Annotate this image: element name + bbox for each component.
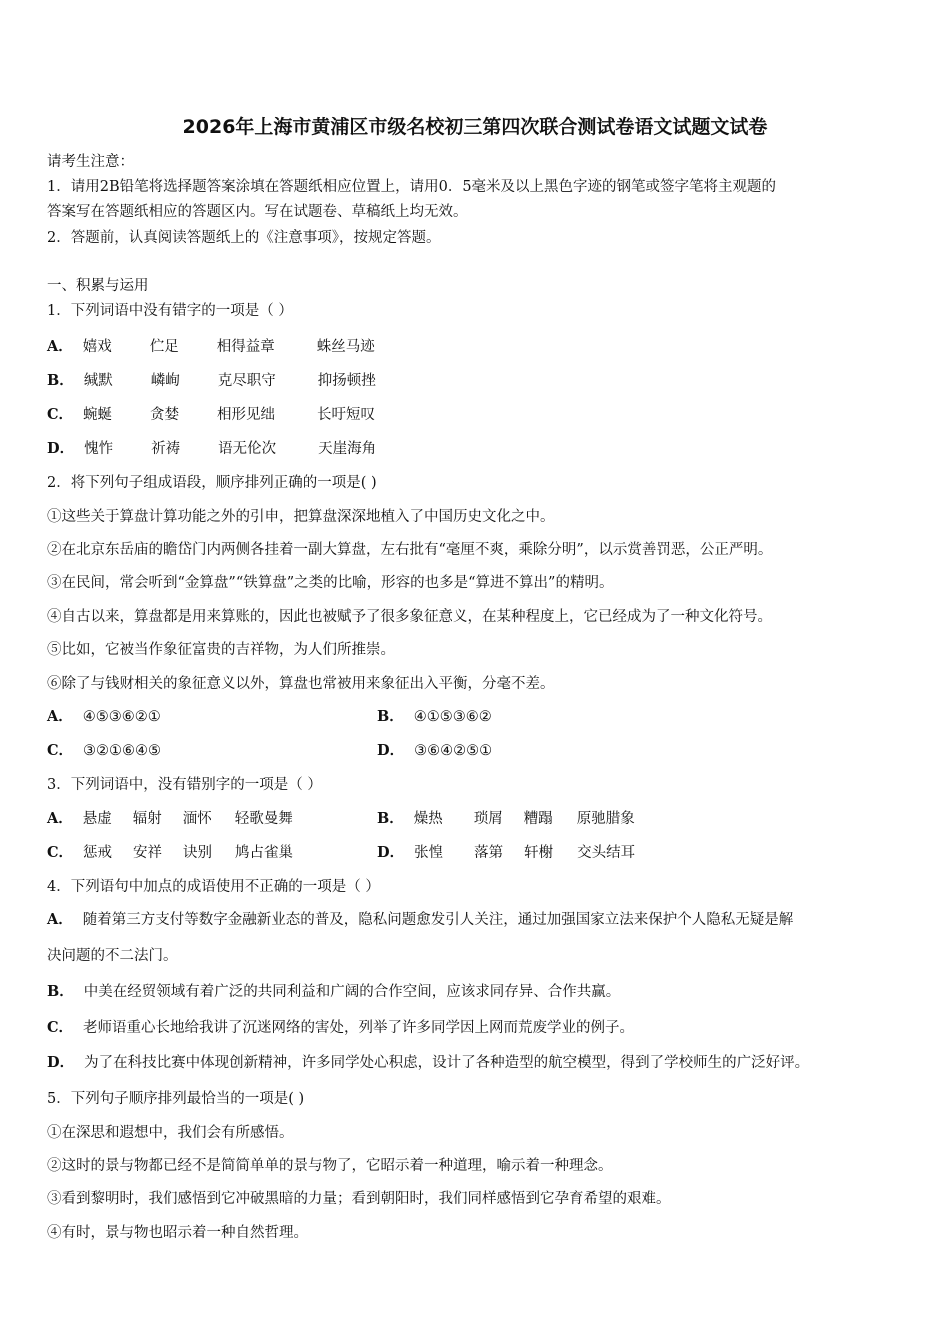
page-title: 2026年上海市黄浦区市级名校初三第四次联合测试卷语文试题文试卷 <box>182 116 768 138</box>
question-2-sentence: ③在民间，常会听到“金算盘”“铁算盘”之类的比喻，形容的也多是“算进不算出”的精明。 <box>47 575 614 591</box>
question-4-option-d <box>47 1053 809 1073</box>
question-4-stem: 4．下列语句中加点的成语使用不正确的一项是（ ） <box>47 879 380 895</box>
question-1-option-c <box>47 405 375 425</box>
option-text: 为了在科技比赛中体现创新精神，许多同学处心积虑，设计了各种造型的航空模型，得到了学校师生的广泛好评。 <box>84 1055 810 1071</box>
word: 蛛丝马迹 <box>316 339 375 355</box>
question-2-option-c <box>47 741 377 761</box>
option-label: B． <box>377 810 404 827</box>
question-3-option-d <box>377 845 635 861</box>
word: 湎怀 <box>182 811 212 827</box>
option-text: 老师语重心长地给我讲了沉迷网络的害处，列举了许多同学因上网而荒废学业的例子。 <box>83 1020 635 1036</box>
word: 相形见绌 <box>217 407 276 423</box>
word: 落第 <box>474 845 504 861</box>
option-label: D． <box>47 1054 75 1071</box>
question-2-option-d <box>377 743 492 759</box>
question-4-option-b <box>47 982 620 1002</box>
word: 惩戒 <box>83 845 113 861</box>
word: 轩榭 <box>524 845 554 861</box>
word: 祈祷 <box>151 441 181 457</box>
word: 天崖海角 <box>318 441 377 457</box>
word: 相得益章 <box>216 339 275 355</box>
word: 交头结耳 <box>577 845 636 861</box>
question-5-sentence: ②这时的景与物都已经不是简简单单的景与物了，它昭示着一种道理，喻示着一种理念。 <box>47 1158 613 1174</box>
question-2-sentence: ④自古以来，算盘都是用来算账的，因此也被赋予了很多象征意义，在某种程度上，它已经成为了一种文化符号。 <box>47 609 772 625</box>
word: 鸠占雀巢 <box>235 845 294 861</box>
option-text: ④①⑤③⑥② <box>413 709 492 725</box>
option-label: D． <box>377 844 405 861</box>
option-label: B． <box>47 983 74 1000</box>
notice-line-3: 2．答题前，认真阅读答题纸上的《注意事项》，按规定答题。 <box>47 230 441 246</box>
option-label: A． <box>47 338 73 355</box>
question-5-sentence: ④有时，景与物也昭示着一种自然哲理。 <box>47 1225 308 1241</box>
option-label: C． <box>47 1019 74 1036</box>
option-text: ③⑥④②⑤① <box>414 743 493 759</box>
word: 伫足 <box>149 339 179 355</box>
question-5-sentence: ①在深思和遐想中，我们会有所感悟。 <box>47 1125 294 1141</box>
option-text: ④⑤③⑥②① <box>82 709 161 725</box>
question-2-sentence: ⑥除了与钱财相关的象征意义以外，算盘也常被用来象征出入平衡，分毫不差。 <box>47 676 555 692</box>
option-label: B． <box>377 708 404 725</box>
word: 悬虚 <box>82 811 112 827</box>
question-3-option-c <box>47 843 377 863</box>
question-2-sentence: ⑤比如，它被当作象征富贵的吉祥物，为人们所推崇。 <box>47 642 395 658</box>
option-label: A． <box>47 911 73 928</box>
question-3-options-row-2 <box>47 843 635 863</box>
question-2-stem: 2．将下列句子组成语段，顺序排列正确的一项是( ) <box>47 475 377 491</box>
word: 嬉戏 <box>82 339 112 355</box>
question-4-option-c <box>47 1018 634 1038</box>
option-label: D． <box>377 742 405 759</box>
option-label: A． <box>47 810 73 827</box>
question-1-stem: 1．下列词语中没有错字的一项是（ ） <box>47 303 293 319</box>
question-1-option-b <box>47 371 376 391</box>
word: 嶙峋 <box>150 373 180 389</box>
option-label: C． <box>47 406 74 423</box>
option-label: B． <box>47 372 74 389</box>
question-2-option-b <box>377 709 492 725</box>
notice-heading: 请考生注意： <box>47 154 134 170</box>
word: 语无伦次 <box>218 441 277 457</box>
question-5-stem: 5．下列句子顺序排列最恰当的一项是( ) <box>47 1091 305 1107</box>
word: 缄默 <box>83 373 113 389</box>
word: 长吁短叹 <box>317 407 376 423</box>
option-label: C． <box>47 844 74 861</box>
option-text: 随着第三方支付等数字金融新业态的普及，隐私问题愈发引人关注，通过加强国家立法来保护个人隐私无疑是解 <box>82 912 794 928</box>
question-1-option-a <box>47 337 375 357</box>
question-3-option-b <box>377 811 635 827</box>
section-heading: 一、积累与运用 <box>47 278 149 294</box>
question-2-options-row-1 <box>47 707 492 727</box>
word: 琐屑 <box>473 811 503 827</box>
question-4-option-a <box>47 910 793 930</box>
notice-line-2: 答案写在答题纸相应的答题区内。写在试题卷、草稿纸上均无效。 <box>47 204 468 220</box>
word: 蜿蜒 <box>83 407 113 423</box>
question-3-option-a <box>47 809 377 829</box>
word: 燥热 <box>413 811 443 827</box>
word: 轻歌曼舞 <box>234 811 293 827</box>
option-text: ③②①⑥④⑤ <box>83 743 162 759</box>
question-2-options-row-2 <box>47 741 492 761</box>
word: 辐射 <box>132 811 162 827</box>
question-2-sentence: ②在北京东岳庙的瞻岱门内两侧各挂着一副大算盘，左右批有“毫厘不爽，乘除分明”，以示赏善罚恶，公正严明。 <box>47 542 773 558</box>
word: 贪婪 <box>150 407 180 423</box>
notice-line-1: 1．请用2B铅笔将选择题答案涂填在答题纸相应位置上，请用0．5毫米及以上黑色字迹的钢笔或签字笔将主观题的 <box>47 179 777 195</box>
option-label: D． <box>47 440 75 457</box>
option-label: C． <box>47 742 74 759</box>
word: 原驰腊象 <box>576 811 635 827</box>
question-3-options-row-1 <box>47 809 635 829</box>
word: 抑扬顿挫 <box>317 373 376 389</box>
word: 愧怍 <box>84 441 114 457</box>
question-1-option-d <box>47 439 376 459</box>
word: 诀别 <box>183 845 213 861</box>
word: 张惶 <box>414 845 444 861</box>
option-label: A． <box>47 708 73 725</box>
question-2-sentence: ①这些关于算盘计算功能之外的引申，把算盘深深地植入了中国历史文化之中。 <box>47 509 555 525</box>
question-3-stem: 3．下列词语中，没有错别字的一项是（ ） <box>47 777 322 793</box>
word: 安祥 <box>133 845 163 861</box>
word: 克尽职守 <box>217 373 276 389</box>
question-5-sentence: ③看到黎明时，我们感悟到它冲破黑暗的力量；看到朝阳时，我们同样感悟到它孕育希望的艰难。 <box>47 1191 671 1207</box>
question-4-option-a-continued: 决问题的不二法门。 <box>47 948 178 964</box>
word: 糟蹋 <box>523 811 553 827</box>
question-2-option-a <box>47 707 377 727</box>
option-text: 中美在经贸领域有着广泛的共同利益和广阔的合作空间，应该求同存异、合作共赢。 <box>83 984 621 1000</box>
